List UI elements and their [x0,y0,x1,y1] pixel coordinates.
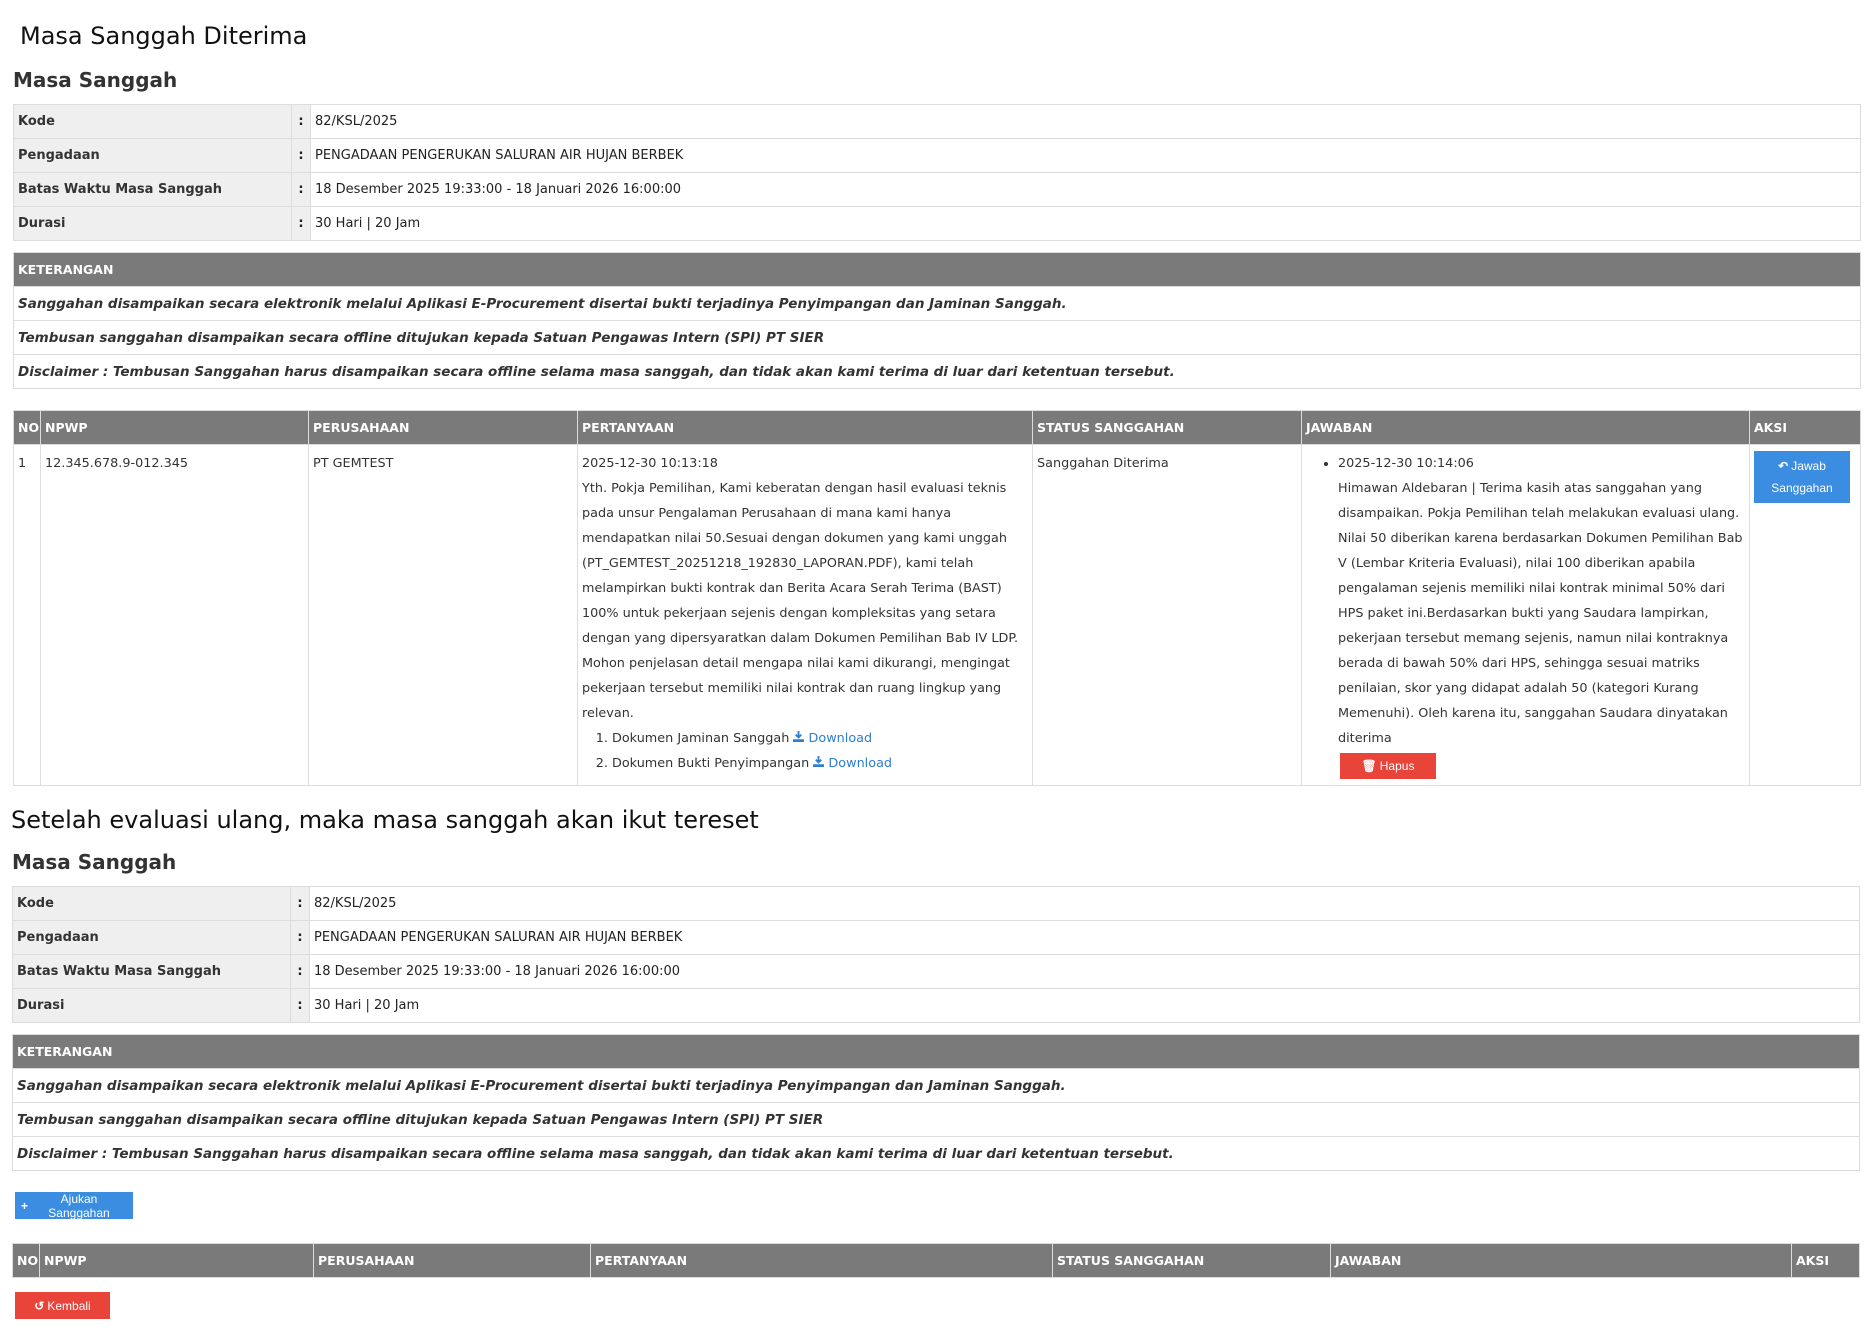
keterangan-line-3: Disclaimer : Tembusan Sanggahan harus disampaikan secara offline selama masa sanggah, dan tidak akan kami terima di luar dari ketentuan tersebut. [14,355,1861,389]
colon: : [291,921,310,955]
download-icon [813,756,824,767]
doc-jaminan-label: Dokumen Jaminan Sanggah [612,731,790,746]
download-label: Download [828,756,893,771]
keterangan-table-2 [12,1034,1860,1171]
download-bukti-link[interactable] [813,756,892,771]
col-header-aksi: AKSI [1792,1244,1860,1278]
download-icon [793,731,804,742]
keterangan-table-1 [13,252,1861,389]
colon: : [291,989,310,1023]
colon: : [291,887,310,921]
document-item [612,726,1028,751]
col-header-jawaban: JAWABAN [1302,411,1750,445]
document-list [582,726,1028,776]
trash-icon: 🗑 [1361,759,1377,773]
table-row [14,445,1861,786]
kembali-label: Kembali [47,1298,91,1313]
col-header-jawaban: JAWABAN [1331,1244,1792,1278]
colon: : [292,173,311,207]
jawaban-item [1338,451,1745,779]
keterangan-line-3: Disclaimer : Tembusan Sanggahan harus disampaikan secara offline selama masa sanggah, dan tidak akan kami terima di luar dari ketentuan tersebut. [13,1137,1860,1171]
keterangan-line-2: Tembusan sanggahan disampaikan secara offline ditujukan kepada Satuan Pengawas Intern (SPI) PT SIER [14,321,1861,355]
reply-icon: ↶ [1778,459,1789,473]
jawab-sanggahan-button[interactable] [1754,451,1850,503]
kode-value: 82/KSL/2025 [311,105,1861,139]
page-heading-1: Masa Sanggah Diterima [20,22,308,50]
col-header-perusahaan: PERUSAHAAN [309,411,578,445]
ajukan-label: Ajukan Sanggahan [48,1191,110,1220]
page-heading-2: Setelah evaluasi ulang, maka masa sanggah akan ikut tereset [11,806,759,834]
download-jaminan-link[interactable] [793,731,872,746]
pengadaan-value: PENGADAAN PENGERUKAN SALURAN AIR HUJAN BERBEK [310,921,1860,955]
hapus-button[interactable] [1340,753,1436,779]
section-title-masa-sanggah-2: Masa Sanggah [12,850,177,874]
col-header-status: STATUS SANGGAHAN [1033,411,1302,445]
keterangan-line-1: Sanggahan disampaikan secara elektronik melalui Aplikasi E-Procurement disertai bukti terjadinya Penyimpangan dan Jaminan Sanggah. [13,1069,1860,1103]
col-header-no: NO [14,411,41,445]
row-pertanyaan [578,445,1033,786]
document-item [612,751,1028,776]
pengadaan-label: Pengadaan [13,921,291,955]
keterangan-line-1: Sanggahan disampaikan secara elektronik melalui Aplikasi E-Procurement disertai bukti terjadinya Penyimpangan dan Jaminan Sanggah. [14,287,1861,321]
col-header-aksi: AKSI [1750,411,1861,445]
col-header-no: NO [13,1244,40,1278]
pengadaan-value: PENGADAAN PENGERUKAN SALURAN AIR HUJAN BERBEK [311,139,1861,173]
row-status: Sanggahan Diterima [1033,445,1302,786]
durasi-value: 30 Hari | 20 Jam [310,989,1860,1023]
doc-bukti-label: Dokumen Bukti Penyimpangan [612,756,810,771]
back-icon: ↺ [34,1298,45,1313]
keterangan-header: KETERANGAN [13,1035,1860,1069]
row-jawaban [1302,445,1750,786]
batas-waktu-label: Batas Waktu Masa Sanggah [14,173,292,207]
pertanyaan-text: Yth. Pokja Pemilihan, Kami keberatan dengan hasil evaluasi teknis pada unsur Pengalaman Perusahaan di mana kami hanya mendapatkan nilai 50.Sesuai dengan dokumen yang kami unggah (PT_GEMTEST_20251218_192830_LAPORAN.PDF), kami telah melampirkan bukti kontrak dan Berita Acara Serah Terima (BAST) 100% untuk pekerjaan sejenis dengan kompleksitas yang setara dengan yang dipersyaratkan dalam Dokumen Pemilihan Bab IV LDP. Mohon penjelasan detail mengapa nilai kami dikurangi, mengingat pekerjaan tersebut memiliki nilai kontrak dan ruang lingkup yang relevan. [582,481,1019,721]
row-aksi [1750,445,1861,786]
download-label: Download [808,731,873,746]
colon: : [292,207,311,241]
col-header-perusahaan: PERUSAHAAN [314,1244,591,1278]
kode-value: 82/KSL/2025 [310,887,1860,921]
col-header-pertanyaan: PERTANYAAN [591,1244,1053,1278]
batas-waktu-value: 18 Desember 2025 19:33:00 - 18 Januari 2026 16:00:00 [311,173,1861,207]
info-table-2 [12,886,1860,1023]
row-no: 1 [14,445,41,786]
kode-label: Kode [14,105,292,139]
jawaban-list [1306,451,1745,779]
keterangan-header: KETERANGAN [14,253,1861,287]
sanggahan-table-2 [12,1243,1860,1278]
row-perusahaan: PT GEMTEST [309,445,578,786]
row-npwp: 12.345.678.9-012.345 [41,445,309,786]
col-header-pertanyaan: PERTANYAAN [578,411,1033,445]
colon: : [292,105,311,139]
batas-waktu-label: Batas Waktu Masa Sanggah [13,955,291,989]
durasi-value: 30 Hari | 20 Jam [311,207,1861,241]
plus-icon: + [21,1198,29,1213]
col-header-status: STATUS SANGGAHAN [1053,1244,1331,1278]
keterangan-line-2: Tembusan sanggahan disampaikan secara offline ditujukan kepada Satuan Pengawas Intern (SPI) PT SIER [13,1103,1860,1137]
hapus-label: Hapus [1379,759,1415,773]
col-header-npwp: NPWP [41,411,309,445]
kembali-button[interactable] [15,1292,110,1319]
durasi-label: Durasi [13,989,291,1023]
col-header-npwp: NPWP [40,1244,314,1278]
kode-label: Kode [13,887,291,921]
section-title-masa-sanggah-1: Masa Sanggah [13,68,178,92]
pengadaan-label: Pengadaan [14,139,292,173]
ajukan-sanggahan-button[interactable] [15,1192,133,1219]
colon: : [292,139,311,173]
jawab-label: Jawab Sanggahan [1771,459,1833,495]
jawaban-time: • 2025-12-30 10:14:06 [1338,456,1474,471]
pertanyaan-time: 2025-12-30 10:13:18 [582,456,718,471]
durasi-label: Durasi [14,207,292,241]
colon: : [291,955,310,989]
jawaban-text: Himawan Aldebaran | Terima kasih atas sanggahan yang disampaikan. Pokja Pemilihan telah melakukan evaluasi ulang. Nilai 50 diberikan karena berdasarkan Dokumen Pemilihan Bab V (Lembar Kriteria Evaluasi), nilai 100 diberikan apabila pengalaman sejenis memiliki nilai kontrak minimal 50% dari HPS paket ini.Berdasarkan bukti yang Saudara lampirkan, pekerjaan tersebut memang sejenis, namun nilai kontraknya berada di bawah 50% dari HPS, sehingga sesuai matriks penilaian, skor yang didapat adalah 50 (kategori Kurang Memenuhi). Oleh karena itu, sanggahan Saudara dinyatakan diterima [1338,481,1743,746]
sanggahan-table-1 [13,410,1861,786]
batas-waktu-value: 18 Desember 2025 19:33:00 - 18 Januari 2026 16:00:00 [310,955,1860,989]
info-table-1 [13,104,1861,241]
